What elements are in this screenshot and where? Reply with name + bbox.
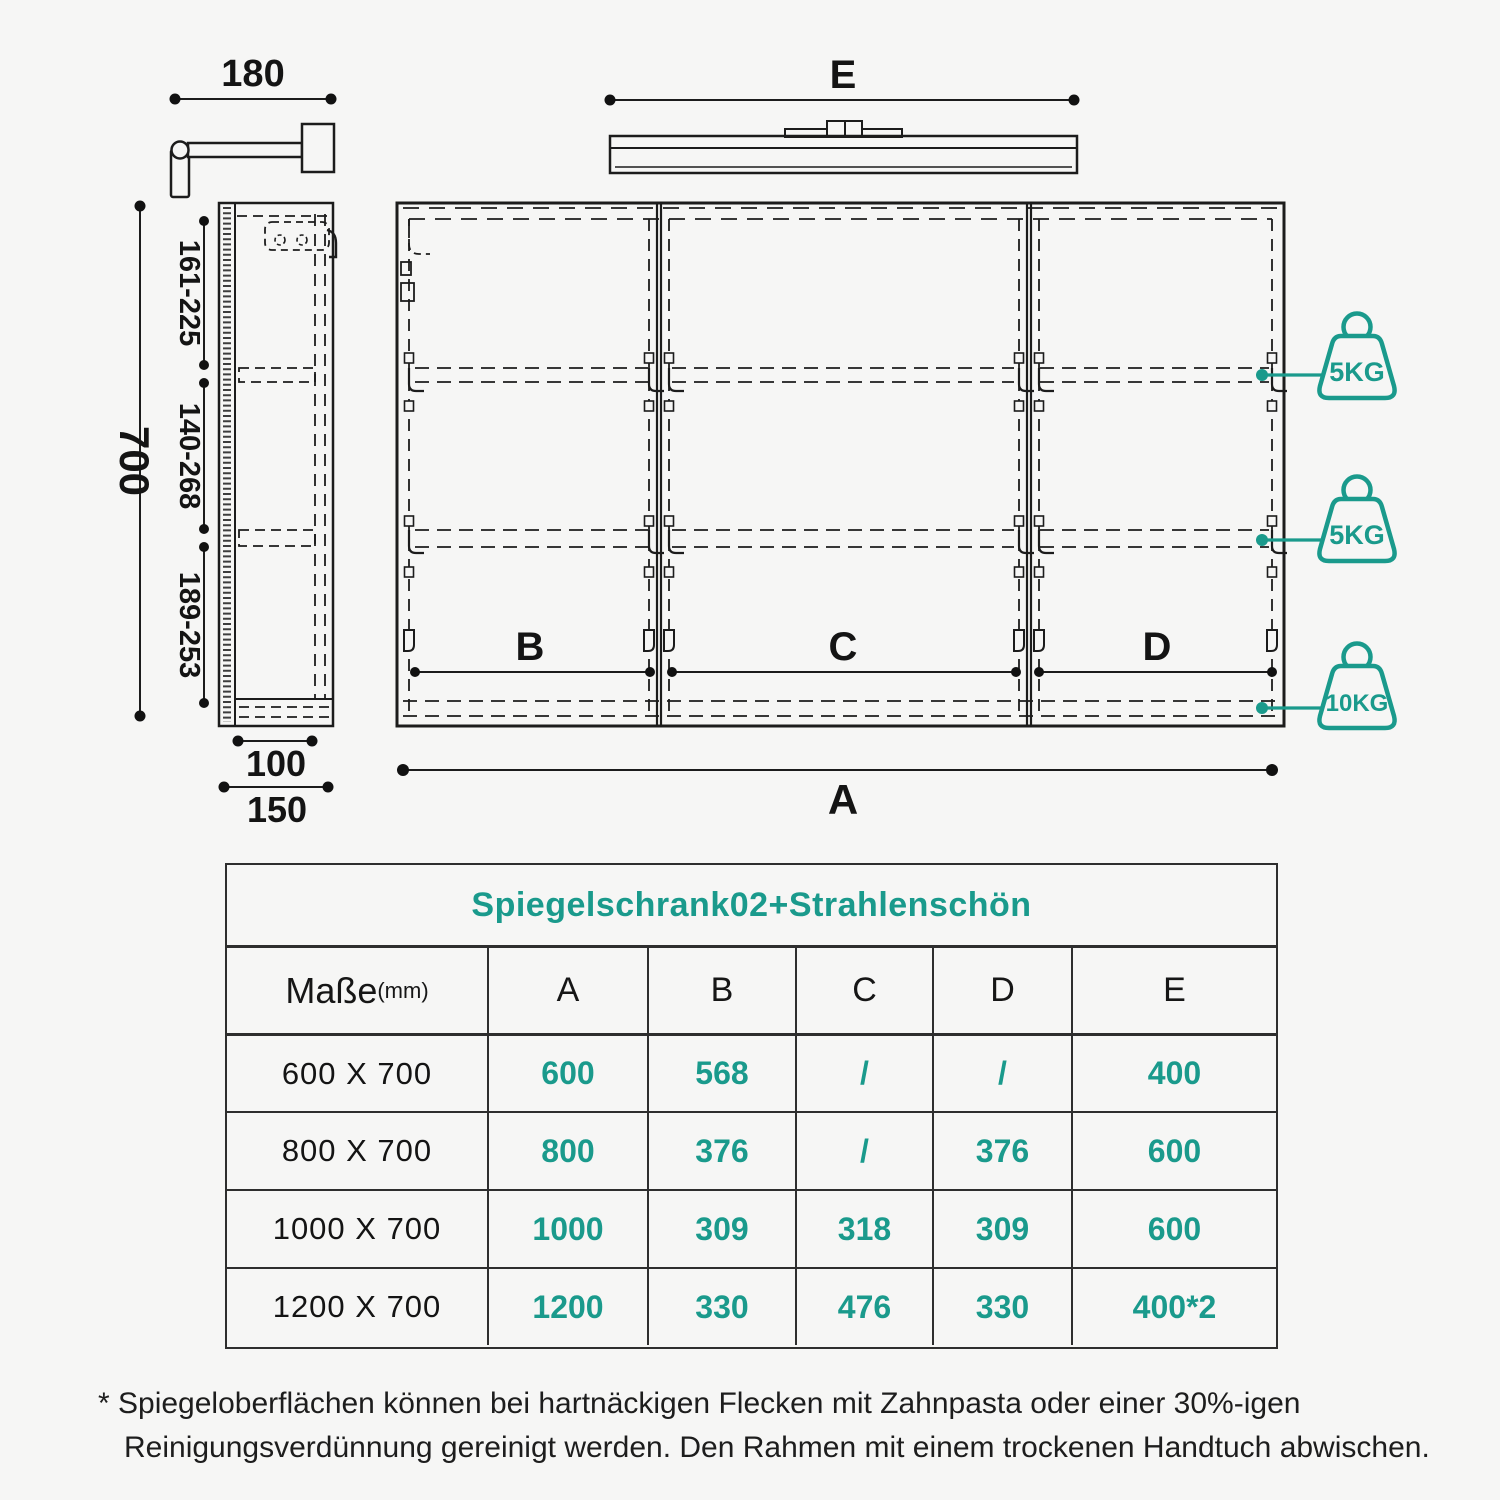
dim-seg1-label: 161-225	[173, 239, 205, 347]
dim-100-label: 100	[245, 743, 307, 784]
cell-value: 600	[487, 1033, 647, 1111]
cell-value: 330	[647, 1267, 795, 1345]
door-B-label: B	[515, 625, 545, 669]
cell-value: 330	[932, 1267, 1071, 1345]
cell-value: /	[795, 1111, 932, 1189]
spec-table-title: Spiegelschrank02+Strahlenschön	[227, 865, 1276, 948]
cell-value: 376	[932, 1111, 1071, 1189]
door-D-label: D	[1142, 625, 1172, 669]
spec-table-grid	[227, 948, 1276, 1347]
row-size: 600 X 700	[227, 1033, 487, 1111]
cell-value: 318	[795, 1189, 932, 1267]
cell-value: /	[932, 1033, 1071, 1111]
cell-value: 1000	[487, 1189, 647, 1267]
svg-text:5KG: 5KG	[1329, 520, 1385, 550]
dim-seg2-label: 140-268	[173, 402, 205, 510]
care-footnote-line1: * Spiegeloberflächen können bei hartnäckigen Flecken mit Zahnpasta oder einer 30%-igen	[98, 1387, 1301, 1420]
header-col-C: C	[795, 948, 932, 1033]
svg-text:5KG: 5KG	[1329, 357, 1385, 387]
care-footnote	[98, 1382, 1438, 1470]
cell-value: 800	[487, 1111, 647, 1189]
spec-table	[225, 863, 1278, 1349]
weight-icon-shelf-bottom	[1319, 644, 1394, 729]
cell-value: /	[795, 1033, 932, 1111]
side-view-lamp	[170, 94, 337, 198]
cell-value: 600	[1071, 1189, 1276, 1267]
row-size: 1000 X 700	[227, 1189, 487, 1267]
cell-value: 400	[1071, 1033, 1276, 1111]
cell-value: 309	[647, 1189, 795, 1267]
cell-value: 1200	[487, 1267, 647, 1345]
dim-700-label: 700	[111, 425, 158, 497]
svg-text:10KG: 10KG	[1325, 690, 1389, 717]
header-col-B: B	[647, 948, 795, 1033]
header-dim-unit: (mm)	[377, 977, 429, 1003]
care-footnote-line2: Reinigungsverdünnung gereinigt werden. Den Rahmen mit einem trockenen Handtuch abwischen.	[124, 1431, 1430, 1464]
cell-value: 400*2	[1071, 1267, 1276, 1345]
cell-value: 309	[932, 1189, 1071, 1267]
shelf-hooks	[409, 368, 1287, 553]
dim-A-label: A	[827, 776, 859, 823]
dim-180-label: 180	[221, 53, 285, 95]
door-C-label: C	[828, 625, 858, 669]
front-view-lamp	[605, 95, 1080, 174]
weight-icon-shelf-top	[1319, 314, 1394, 399]
header-dim-text: Maße	[285, 969, 378, 1011]
cell-value: 568	[647, 1033, 795, 1111]
weight-icon-shelf-middle	[1319, 477, 1394, 562]
row-size: 1200 X 700	[227, 1267, 487, 1345]
dim-150-label: 150	[246, 789, 308, 830]
cell-value: 476	[795, 1267, 932, 1345]
row-size: 800 X 700	[227, 1111, 487, 1189]
cell-value: 376	[647, 1111, 795, 1189]
cell-value: 600	[1071, 1111, 1276, 1189]
header-col-D: D	[932, 948, 1071, 1033]
side-view-cabinet	[219, 203, 336, 726]
header-col-E: E	[1071, 948, 1276, 1033]
shelf-pins	[405, 353, 1277, 577]
header-col-A: A	[487, 948, 647, 1033]
header-dimensions	[227, 948, 487, 1033]
dim-E-label: E	[829, 53, 857, 97]
total-width-dimension	[397, 764, 1278, 776]
dim-seg3-label: 189-253	[173, 571, 205, 679]
